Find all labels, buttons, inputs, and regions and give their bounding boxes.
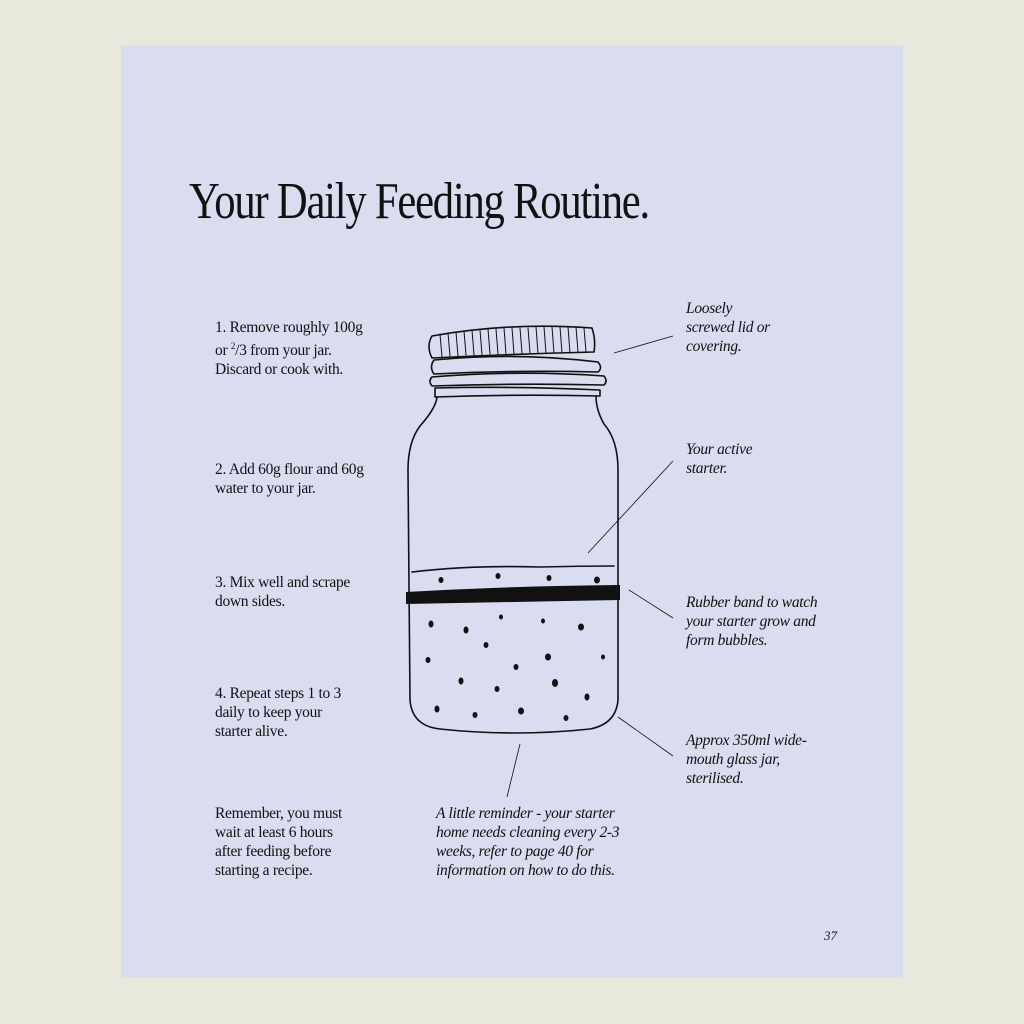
leader-line-starter: [588, 461, 673, 553]
fraction-numerator: 2: [230, 341, 236, 351]
annotation-starter: Your active starter.: [686, 441, 753, 477]
leader-line-reminder: [507, 744, 520, 797]
annotation-rubber-band: Rubber band to watch your starter grow and form bubbles.: [686, 594, 818, 649]
jar-neck-rim: [435, 387, 600, 397]
starter-surface: [412, 566, 614, 572]
page-title: Your Daily Feeding Routine.: [189, 173, 649, 230]
step-4: 4. Repeat steps 1 to 3 daily to keep your starter alive.: [215, 685, 341, 740]
jar-thread-2: [430, 373, 606, 386]
step-1-text-end: /3 from your jar. Discard or cook with.: [215, 342, 344, 379]
annotation-lid: Loosely screwed lid or covering.: [686, 300, 770, 355]
reminder-note: Remember, you must wait at least 6 hours after feeding before starting a recipe.: [215, 805, 343, 879]
leader-line-band: [629, 590, 673, 618]
annotation-cleaning-reminder: A little reminder - your starter home needs cleaning every 2-3 weeks, refer to page 40 for information on how to do this.: [436, 805, 620, 879]
rubber-band: [406, 585, 620, 604]
step-1-text-start: 1. Remove roughly 100g or: [215, 319, 363, 360]
annotation-jar: Approx 350ml wide-mouth glass jar, sterilised.: [686, 732, 807, 787]
step-3: 3. Mix well and scrape down sides.: [215, 574, 351, 610]
jar-thread-1: [432, 356, 601, 374]
jar-body: [408, 396, 618, 733]
page-number: 37: [824, 928, 837, 943]
step-2: 2. Add 60g flour and 60g water to your jar.: [215, 461, 364, 497]
leader-line-lid: [614, 336, 673, 353]
leader-line-jar: [618, 717, 673, 756]
